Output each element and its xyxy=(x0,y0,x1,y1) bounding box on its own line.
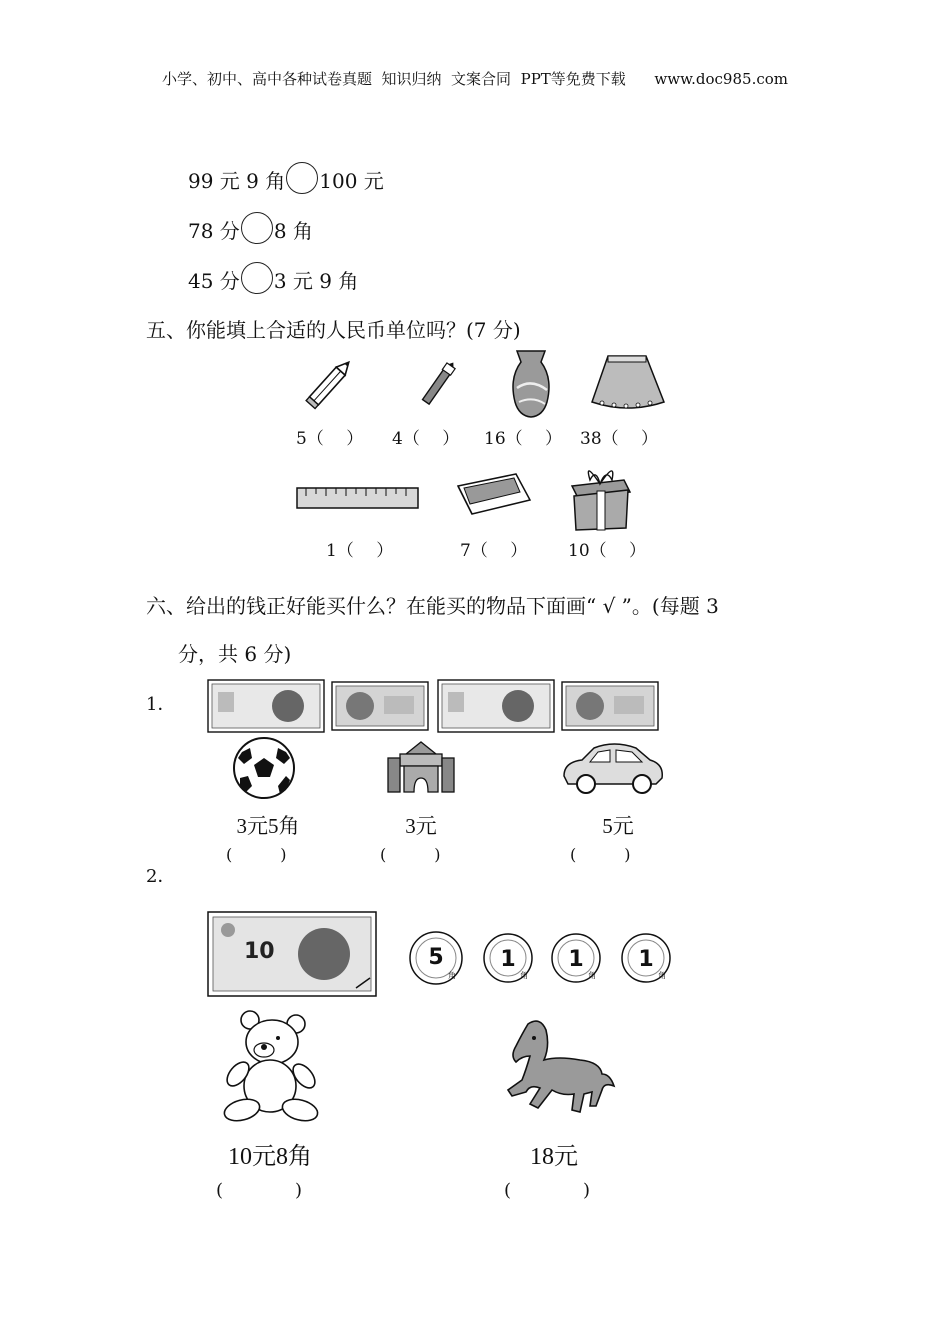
section-5-title: 五、你能填上合适的人民币单位吗？(7 分) xyxy=(146,318,521,342)
eraser-icon xyxy=(454,472,534,518)
compare-row-1 xyxy=(188,162,384,194)
coin-unit: 角 xyxy=(588,971,596,980)
five-jiao-note-icon xyxy=(332,682,428,730)
unit-blank-pencil[interactable]: 5（ ） xyxy=(296,429,364,449)
compare-left: 78 分 xyxy=(188,219,240,243)
price-building-blocks: 3元 xyxy=(405,814,437,838)
coin-unit: 角 xyxy=(520,971,528,980)
section-6-title-cont: 分，共 6 分) xyxy=(178,642,292,666)
pencil-icon xyxy=(300,352,360,414)
compare-row-3 xyxy=(188,262,358,294)
compare-left: 99 元 9 角 xyxy=(188,169,286,193)
answer-blank-building-blocks[interactable]: ( ) xyxy=(380,845,441,864)
compare-left: 45 分 xyxy=(188,269,240,293)
one-jiao-coin-icon xyxy=(484,934,532,982)
q2-coin-row xyxy=(406,930,676,986)
pen-icon xyxy=(414,352,464,414)
question-1-number: 1． xyxy=(146,694,176,715)
price-soccer-ball: 3元5角 xyxy=(236,814,300,838)
answer-blank-teddy-bear[interactable]: ( ) xyxy=(216,1180,303,1201)
unit-blank-vase[interactable]: 16（ ） xyxy=(484,429,563,449)
question-2-number: 2． xyxy=(146,866,176,887)
answer-blank-toy-car[interactable]: ( ) xyxy=(570,845,631,864)
compare-right: 3 元 9 角 xyxy=(273,269,359,293)
coin-value: 1 xyxy=(638,947,654,972)
vase-icon xyxy=(507,348,555,420)
gift-box-icon xyxy=(566,458,636,532)
five-jiao-coin-icon xyxy=(410,932,462,984)
soccer-ball-icon xyxy=(232,736,296,800)
teddy-bear-icon xyxy=(216,1010,320,1124)
price-teddy-bear: 10元8角 xyxy=(228,1144,312,1170)
toy-car-icon xyxy=(560,740,666,796)
coin-value: 1 xyxy=(568,947,584,972)
unit-blank-gift[interactable]: 10（ ） xyxy=(568,541,647,561)
answer-blank-soccer-ball[interactable]: ( ) xyxy=(226,845,287,864)
one-yuan-note-icon xyxy=(438,680,554,732)
one-jiao-coin-icon xyxy=(622,934,670,982)
price-toy-car: 5元 xyxy=(602,814,634,838)
ruler-icon xyxy=(296,486,420,512)
answer-circle[interactable] xyxy=(241,262,273,294)
banknote-value: 10 xyxy=(244,939,275,964)
ten-yuan-note-icon xyxy=(206,910,378,998)
building-blocks-icon xyxy=(386,740,456,796)
unit-blank-pen[interactable]: 4（ ） xyxy=(392,429,460,449)
coin-value: 5 xyxy=(428,945,444,970)
coin-unit: 角 xyxy=(448,971,456,980)
one-yuan-note-icon xyxy=(208,680,324,732)
compare-row-2 xyxy=(188,212,313,244)
q1-money-row xyxy=(206,678,666,734)
skirt-icon xyxy=(588,352,668,414)
section-6-title: 六、给出的钱正好能买什么？在能买的物品下面画“ √ ”。(每题 3 xyxy=(146,594,719,618)
unit-blank-ruler[interactable]: 1（ ） xyxy=(326,541,394,561)
answer-circle[interactable] xyxy=(241,212,273,244)
compare-right: 100 元 xyxy=(319,169,384,193)
unit-blank-skirt[interactable]: 38（ ） xyxy=(580,429,659,449)
compare-right: 8 角 xyxy=(273,219,313,243)
coin-unit: 角 xyxy=(658,971,666,980)
page-header: 小学、初中、高中各种试卷真题 知识归纳 文案合同 PPT等免费下载 www.doc985.com xyxy=(161,70,788,88)
answer-circle[interactable] xyxy=(286,162,318,194)
answer-blank-toy-horse[interactable]: ( ) xyxy=(504,1180,591,1201)
five-jiao-note-icon xyxy=(562,682,658,730)
coin-value: 1 xyxy=(500,947,516,972)
price-toy-horse: 18元 xyxy=(530,1144,578,1170)
toy-horse-icon xyxy=(500,1016,618,1120)
one-jiao-coin-icon xyxy=(552,934,600,982)
unit-blank-eraser[interactable]: 7（ ） xyxy=(460,541,528,561)
